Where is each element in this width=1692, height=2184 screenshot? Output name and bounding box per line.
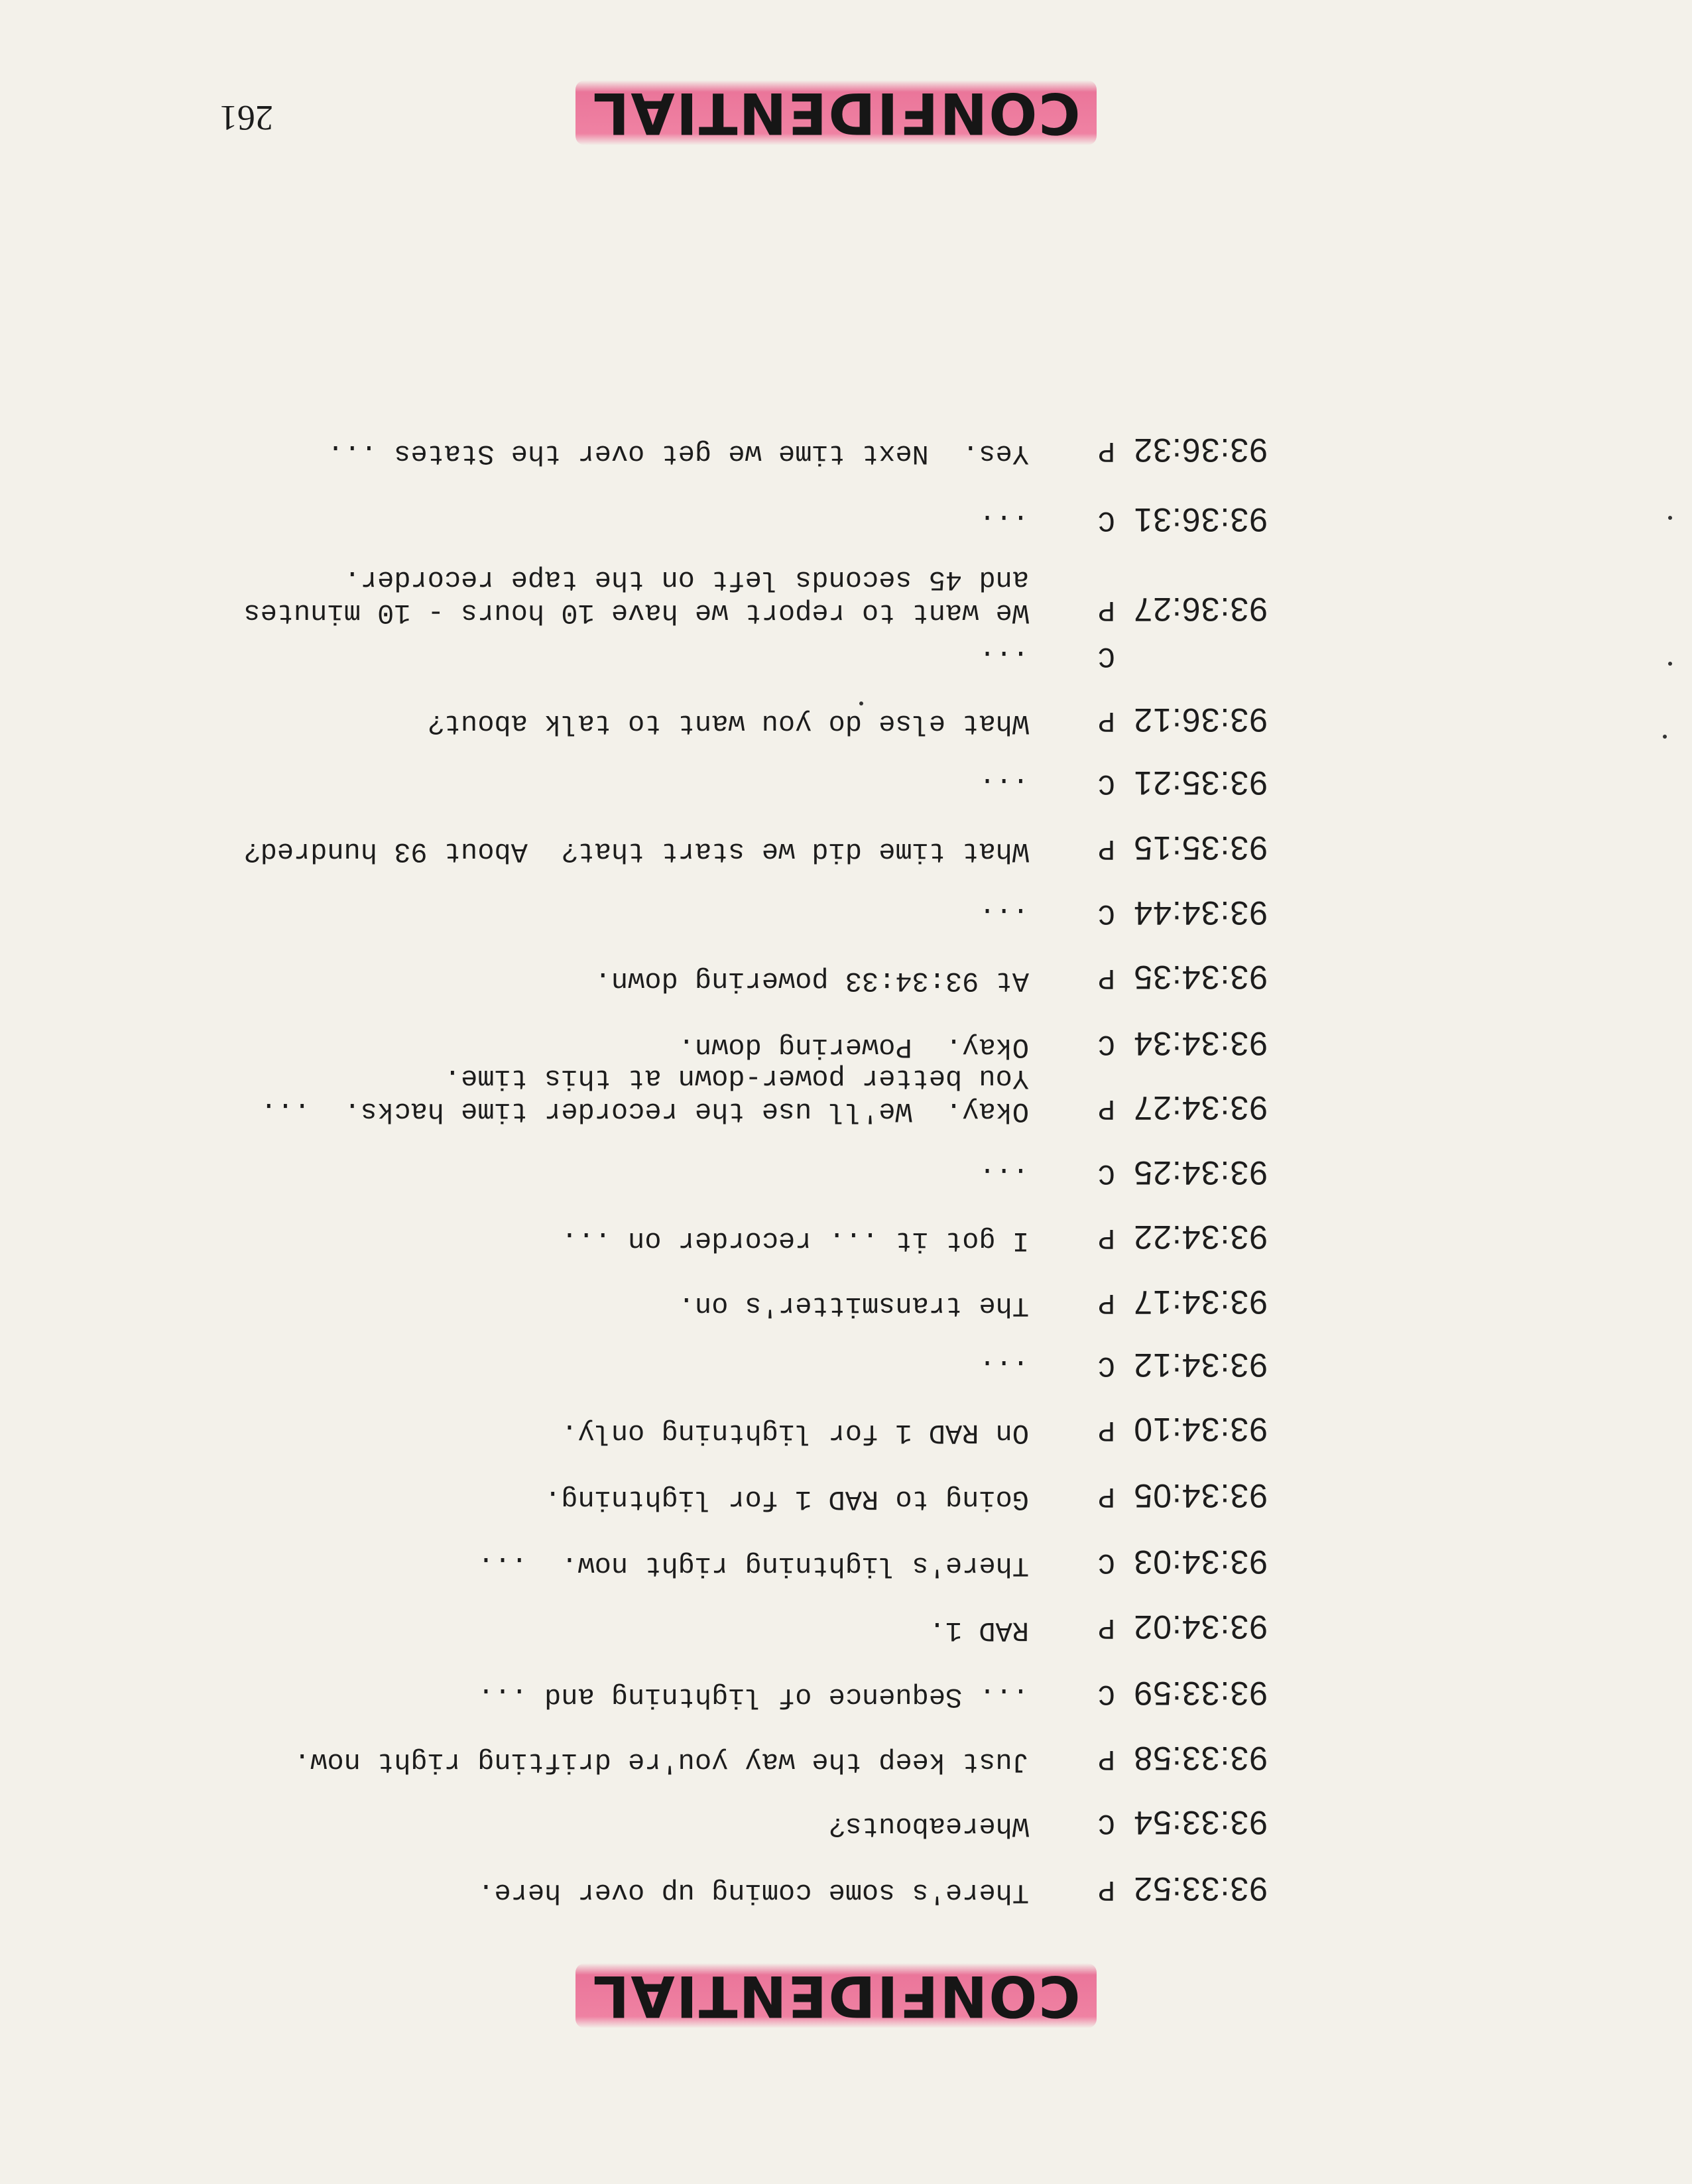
utterance [200, 1062, 1029, 1128]
utterance [200, 1745, 1029, 1778]
speaker-code: P [1097, 593, 1115, 626]
utterance-line: RAD 1. [928, 1614, 1029, 1646]
utterance-line: I got it ... recorder on ... [561, 1225, 1029, 1256]
paper-speck [1668, 662, 1672, 666]
speaker-code: P [1097, 1479, 1115, 1512]
speaker-code: C [1097, 1349, 1115, 1382]
utterance-line: At 93:34:33 powering down. [594, 965, 1029, 997]
utterance-line: What time did we start that? About 93 hundred? [243, 835, 1029, 867]
utterance [200, 900, 1029, 933]
utterance [200, 1483, 1029, 1516]
timestamp: 93:36:27 [1133, 591, 1268, 628]
utterance [200, 1876, 1029, 1909]
utterance-line: ... [979, 507, 1029, 539]
utterance-line: Whereabouts? [828, 1810, 1029, 1842]
utterance [200, 1680, 1029, 1713]
utterance [200, 1352, 1029, 1385]
utterance-line: Okay. Powering down. [678, 1031, 1029, 1063]
utterance [200, 835, 1029, 868]
utterance [200, 1416, 1029, 1449]
utterance [200, 1030, 1029, 1063]
speaker-code: P [1097, 831, 1115, 865]
confidential-stamp-text: CONFIDENTIAL [575, 1963, 1096, 2028]
timestamp: 93:34:12 [1133, 1347, 1268, 1384]
timestamp: 93:33:54 [1133, 1804, 1268, 1841]
utterance-line: Okay. We'll use the recorder time hacks. ... [260, 1095, 1029, 1127]
speaker-code: P [1097, 434, 1115, 467]
utterance [200, 1160, 1029, 1193]
utterance [200, 707, 1029, 740]
timestamp: 93:34:25 [1133, 1154, 1268, 1191]
timestamp: 93:34:02 [1133, 1608, 1268, 1646]
speaker-code: P [1097, 1742, 1115, 1775]
timestamp: 93:34:17 [1133, 1284, 1268, 1321]
timestamp: 93:36:32 [1133, 432, 1268, 469]
page-number: 261 [219, 98, 273, 138]
utterance-line: ... [979, 770, 1029, 802]
speaker-code: P [1097, 1413, 1115, 1446]
timestamp: 93:34:34 [1133, 1025, 1268, 1062]
paper-speck [1668, 516, 1672, 520]
speaker-code: C [1097, 1677, 1115, 1710]
speaker-code: C [1097, 766, 1115, 800]
confidential-stamp-text: CONFIDENTIAL [575, 80, 1096, 145]
utterance [200, 1224, 1029, 1257]
timestamp: 93:34:22 [1133, 1219, 1268, 1256]
timestamp: 93:35:21 [1133, 764, 1268, 802]
utterance [200, 964, 1029, 997]
timestamp: 93:36:12 [1133, 701, 1268, 739]
utterance [200, 1549, 1029, 1582]
timestamp: 93:34:05 [1133, 1477, 1268, 1514]
utterance-line: ... [979, 900, 1029, 932]
utterance [200, 642, 1029, 676]
speaker-code: P [1097, 1221, 1115, 1254]
timestamp: 93:34:27 [1133, 1089, 1268, 1126]
speaker-code: C [1097, 503, 1115, 536]
utterance-line: and 45 seconds left on the tape recorder. [343, 564, 1029, 595]
utterance-line: Yes. Next time we get over the States ... [327, 438, 1029, 469]
timestamp: 93:36:31 [1133, 501, 1268, 538]
utterance [200, 507, 1029, 540]
timestamp: 93:34:10 [1133, 1411, 1268, 1448]
speaker-code: P [1097, 1872, 1115, 1906]
utterance [200, 563, 1029, 629]
utterance [200, 770, 1029, 803]
speaker-code: C [1097, 1156, 1115, 1189]
speaker-code: C [1097, 896, 1115, 930]
speaker-code: P [1097, 1091, 1115, 1124]
timestamp: 93:33:52 [1133, 1870, 1268, 1908]
utterance-line: ... [979, 1160, 1029, 1192]
speaker-code: C [1097, 1546, 1115, 1579]
speaker-code: P [1097, 1610, 1115, 1644]
utterance-line: On RAD 1 for lightning only. [561, 1417, 1029, 1449]
utterance-line: ... Sequence of lightning and ... [477, 1681, 1029, 1713]
utterance [200, 1614, 1029, 1647]
utterance [200, 437, 1029, 470]
speaker-code: C [1097, 639, 1115, 672]
speaker-code: P [1097, 1286, 1115, 1319]
timestamp: 93:34:03 [1133, 1544, 1268, 1581]
timestamp: 93:33:58 [1133, 1740, 1268, 1777]
utterance [200, 1809, 1029, 1843]
speaker-code: P [1097, 961, 1115, 994]
utterance-line: There's some coming up over here. [477, 1876, 1029, 1908]
utterance-line: ... [979, 643, 1029, 675]
utterance-line: What else do you want to talk about? [427, 707, 1029, 739]
utterance [200, 1289, 1029, 1322]
utterance-line: ... [979, 1353, 1029, 1384]
timestamp: 93:35:15 [1133, 829, 1268, 867]
utterance-line: Just keep the way you're drifting right now. [294, 1746, 1029, 1778]
utterance-line: There's lightning right now. ... [477, 1549, 1029, 1581]
speaker-code: C [1097, 1806, 1115, 1839]
utterance-line: We want to report we have 10 hours - 10 minutes [243, 597, 1029, 629]
timestamp: 93:34:44 [1133, 894, 1268, 932]
paper-speck [859, 701, 863, 705]
paper-speck [1663, 735, 1667, 739]
speaker-code: P [1097, 703, 1115, 737]
timestamp: 93:33:59 [1133, 1675, 1268, 1712]
speaker-code: C [1097, 1027, 1115, 1060]
utterance-line: Going to RAD 1 for lightning. [544, 1483, 1029, 1515]
utterance-line: The transmitter's on. [678, 1290, 1029, 1321]
utterance-line: You better power-down at this time. [444, 1062, 1029, 1094]
timestamp: 93:34:35 [1133, 959, 1268, 996]
